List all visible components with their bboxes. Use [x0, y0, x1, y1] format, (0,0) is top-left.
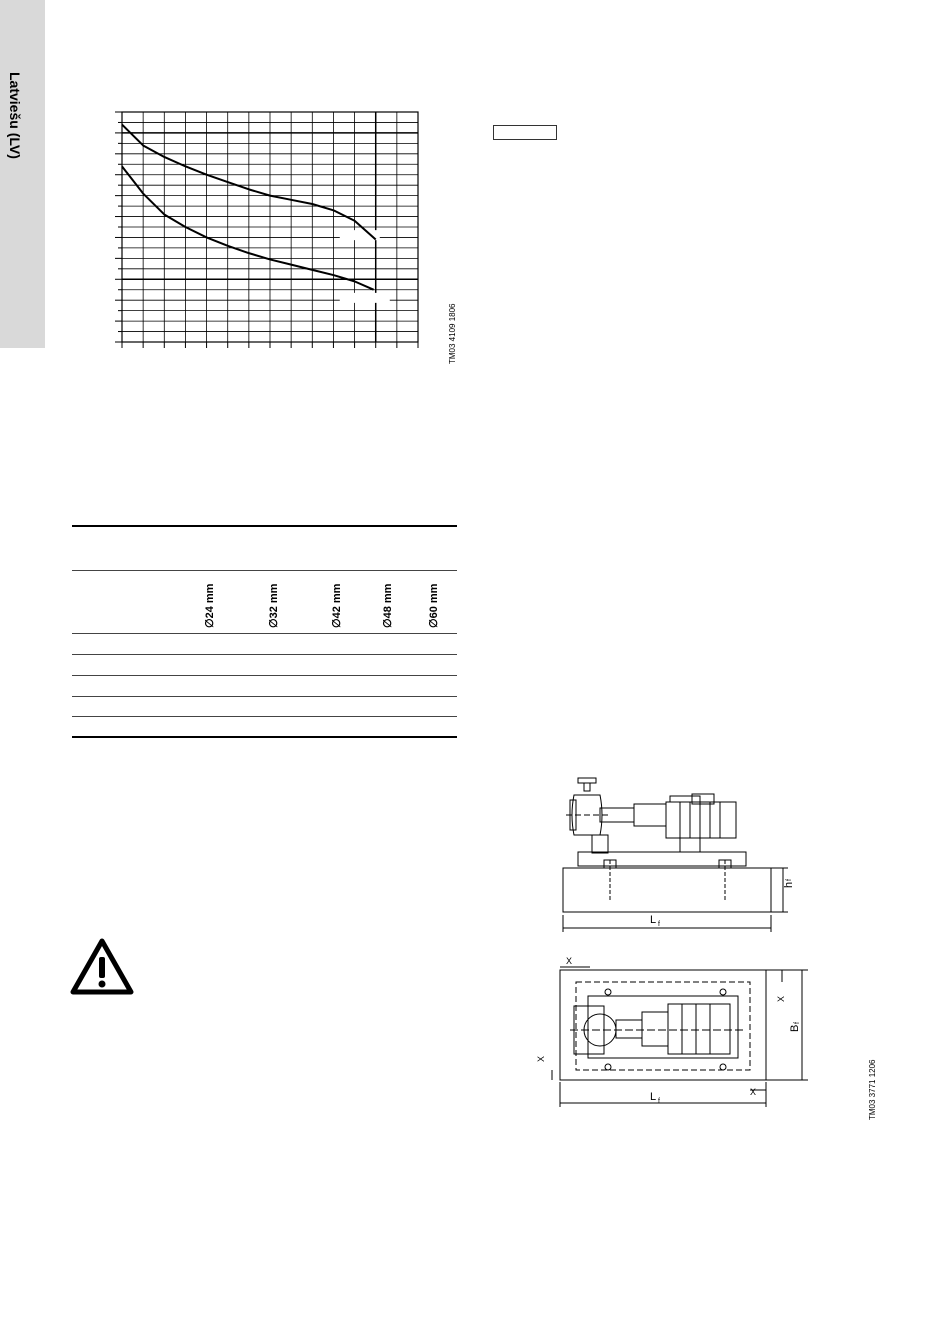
column-header-42mm: ∅42 mm	[331, 583, 343, 628]
table-bottom-rule	[72, 736, 457, 738]
hf-sub: f	[786, 879, 793, 881]
language-side-tab	[0, 0, 45, 348]
table-header-rule	[72, 570, 457, 571]
pump-curve-chart	[108, 102, 428, 354]
lf-sub-top: f	[658, 1098, 660, 1105]
warning-icon	[70, 938, 134, 996]
column-header-48mm: ∅48 mm	[382, 583, 394, 628]
column-header-32mm: ∅32 mm	[268, 583, 280, 628]
table-row-rule	[72, 716, 457, 717]
table-row-rule	[72, 675, 457, 676]
table-row-rule	[72, 696, 457, 697]
bf-sub: f	[794, 1022, 801, 1024]
table-top-rule	[72, 525, 457, 527]
chart-code: TM03 4109 1806	[448, 303, 457, 364]
pump-installation-drawing	[530, 770, 820, 1115]
x-label-top: X	[566, 956, 573, 966]
table-row-rule	[72, 654, 457, 655]
label-gap	[340, 293, 390, 303]
installation-svg	[530, 770, 820, 1115]
empty-label-box	[493, 125, 557, 140]
x-label-bottom: X	[750, 1087, 757, 1097]
column-header-24mm: ∅24 mm	[204, 583, 216, 628]
hf-label: h	[783, 881, 795, 888]
column-header-60mm: ∅60 mm	[428, 583, 440, 628]
drawing-code: TM03 3771 1206	[868, 1059, 877, 1120]
bf-label: B	[789, 1024, 801, 1032]
lf-sub-side: f	[658, 921, 660, 928]
table-row-rule	[72, 633, 457, 634]
lf-label-top: L	[650, 1091, 657, 1103]
lf-label-side: L	[650, 914, 657, 926]
chart-svg	[108, 102, 428, 354]
diameter-table	[72, 525, 457, 740]
language-tab-label: Latviešu (LV)	[7, 72, 23, 159]
x-label-right: X	[776, 995, 786, 1002]
x-label-left: X	[536, 1055, 546, 1062]
